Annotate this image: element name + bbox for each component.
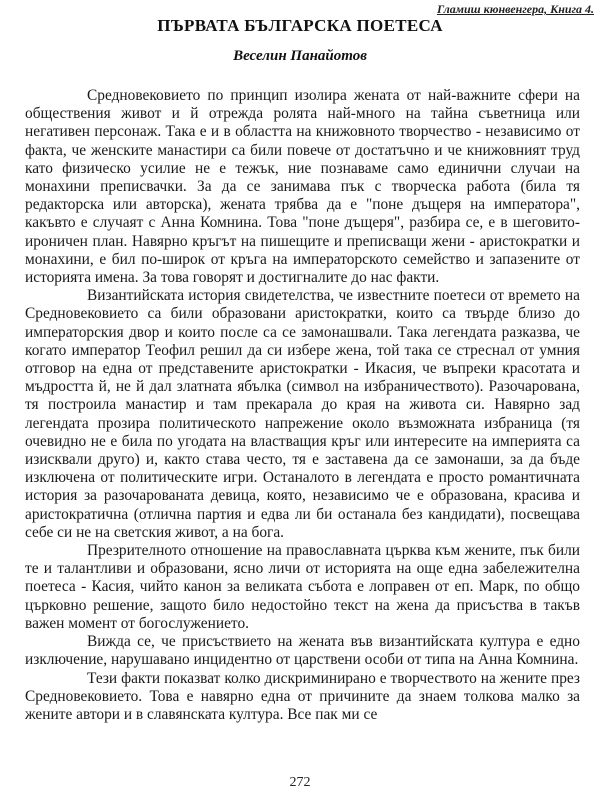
paragraph: Презрителното отношение на православната църква към жените, пък били те и талантливи и образовани, ясно личи от историята на още една забележителна поетеса - Касия, чийто канон за великата събота е лоправен от еп. Марк, по общо църковно решение, защото било недостойно текст на жена да присъства в такъв важен момент от богослужението. [25, 542, 580, 632]
article-title: ПЪРВАТА БЪЛГАРСКА ПОЕТЕСА [157, 16, 443, 35]
article-body [25, 87, 580, 724]
paragraph: Византийската история свидетелства, че известните поетеси от времето на Средновековието са били образовани аристократки, които са твърде близо до императорския двор и които после са се замонашвали. Така легендата разказва, че когато император Теофил решил да си избере жена, той така се стреснал от умния отговор на една от представените аристократки - Икасия, че въпреки красотата и мъдростта й, не й дал златната ябълка (символ на избраничеството). Разочарована, тя построила манастир и там прекарала до края на живота си. Навярно зад легендата прозира политическото напрежение около възможната избраница (тя очевидно не е била по угодата на властващия кръг или интересите на империята са изисквали друго) и, както става често, тя е заставена да се замонаши, за да бъде изключена от политическите игри. Останалото в легендата е просто романтичната история за разочарованата девица, която, независимо че е образована, красива и аристократична (отлична партия и едва ли би останала без кандидати), посвещава себе си не на светския живот, а на бога. [25, 287, 580, 541]
paragraph: Вижда се, че присъствието на жената във византийската култура е едно изключение, нарушавано инцидентно от царствени особи от типа на Анна Комнина. [25, 633, 580, 669]
paragraph: Средновековието по принцип изолира жената от най-важните сфери на обществения живот и й отрежда ролята най-много на тайна съветница или негативен персонаж. Така е и в областта на книжовното творчество - независимо от факта, че женските манастири са били повече от достатъчно и че книжовният труд като физическо усилие не е тежък, ние познаваме само единични случаи на монахини преписвачки. За да се занимава пък с творческа работа (била тя редакторска или авторска), жената трябва да е "поне дъщеря на императора", какъвто е случаят с Анна Комнина. Това "поне дъщеря", разбира се, е в шеговито-ироничен план. Навярно кръгът на пишещите и преписващи жени - аристократки и монахини, е бил по-широк от кръга на императорското семейство и запазените от историята имена. За това говорят и достигналите до нас факти. [25, 87, 580, 287]
article-author: Веселин Панайотов [233, 48, 367, 64]
paragraph: Тези факти показват колко дискриминирано е творчеството на жените през Средновековието. Това е навярно една от причините да знаем толкова малко за жените автори и в славянската култура. Все пак ми се [25, 669, 580, 723]
page-number: 272 [289, 775, 311, 790]
running-head: Гламиш кюнвенгера, Книга 4. [436, 2, 594, 16]
